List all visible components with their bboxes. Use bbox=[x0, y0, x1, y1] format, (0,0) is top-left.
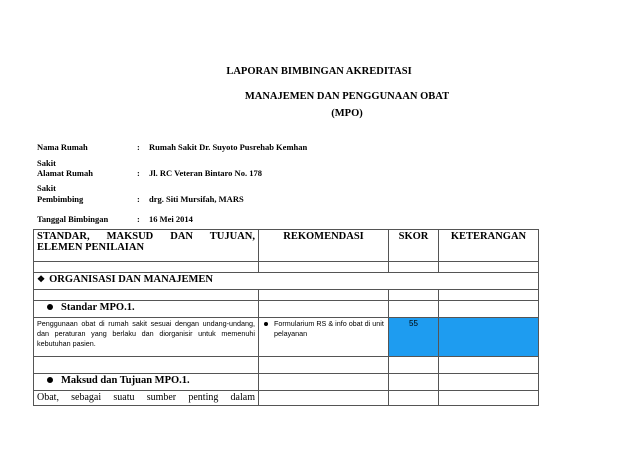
info-colon: : bbox=[137, 214, 140, 224]
table-row-spacer bbox=[34, 357, 539, 374]
header-keterangan: KETERANGAN bbox=[439, 230, 539, 262]
table-row-section bbox=[34, 273, 539, 290]
header-rekomendasi: REKOMENDASI bbox=[259, 230, 389, 262]
intent-cell bbox=[34, 374, 259, 391]
bullet-icon bbox=[264, 322, 268, 326]
info-value: Jl. RC Veteran Bintaro No. 178 bbox=[149, 168, 262, 178]
assessment-table bbox=[33, 229, 539, 406]
info-colon: : bbox=[137, 194, 140, 204]
info-colon: : bbox=[137, 142, 140, 152]
table-row-standard bbox=[34, 301, 539, 318]
info-value: 16 Mei 2014 bbox=[149, 214, 193, 224]
score-cell: 55 bbox=[389, 318, 439, 357]
keterangan-cell bbox=[439, 318, 539, 357]
info-label: Alamat Rumah bbox=[37, 168, 93, 178]
table-row-intent-text bbox=[34, 391, 539, 406]
info-label: Tanggal Bimbingan bbox=[37, 214, 109, 224]
header-standar: STANDAR, MAKSUD DAN TUJUAN, ELEMEN PENILAIAN bbox=[34, 230, 259, 262]
info-label-cont: Sakit bbox=[37, 158, 56, 168]
recommendation-cell bbox=[259, 318, 389, 357]
standard-cell bbox=[34, 301, 259, 318]
info-label: Nama Rumah bbox=[37, 142, 88, 152]
diamond-bullet-icon: ❖ bbox=[37, 274, 46, 284]
report-subtitle: MANAJEMEN DAN PENGGUNAAN OBAT bbox=[244, 91, 450, 102]
table-header-row bbox=[34, 230, 539, 262]
intent-text: Obat, sebagai suatu sumber penting dalam bbox=[34, 391, 259, 406]
table-row-element bbox=[34, 318, 539, 357]
bullet-icon bbox=[47, 304, 53, 310]
info-value: Rumah Sakit Dr. Suyoto Pusrehab Kemhan bbox=[149, 142, 308, 152]
info-label-cont: Sakit bbox=[37, 183, 56, 193]
info-colon: : bbox=[137, 168, 140, 178]
info-label: Pembimbing bbox=[37, 194, 84, 204]
table-row-spacer bbox=[34, 290, 539, 301]
intent-title: Maksud dan Tujuan MPO.1. bbox=[61, 375, 190, 386]
recommendation-text: Formularium RS & info obat di unit pelayanan bbox=[274, 319, 384, 338]
section-title: ORGANISASI DAN MANAJEMEN bbox=[49, 274, 214, 285]
report-title: LAPORAN BIMBINGAN AKREDITASI bbox=[226, 66, 412, 77]
info-value: drg. Siti Mursifah, MARS bbox=[149, 194, 244, 204]
report-abbrev: (MPO) bbox=[331, 108, 363, 119]
header-skor: SKOR bbox=[389, 230, 439, 262]
table-row-intent bbox=[34, 374, 539, 391]
element-text: Penggunaan obat di rumah sakit sesuai dengan undang-undang, dan peraturan yang berlaku dan diorganisir untuk memenuhi kebutuhan pasien. bbox=[34, 318, 259, 357]
bullet-icon bbox=[47, 377, 53, 383]
table-row-spacer bbox=[34, 262, 539, 273]
standard-title: Standar MPO.1. bbox=[61, 302, 135, 313]
section-cell bbox=[34, 273, 539, 290]
